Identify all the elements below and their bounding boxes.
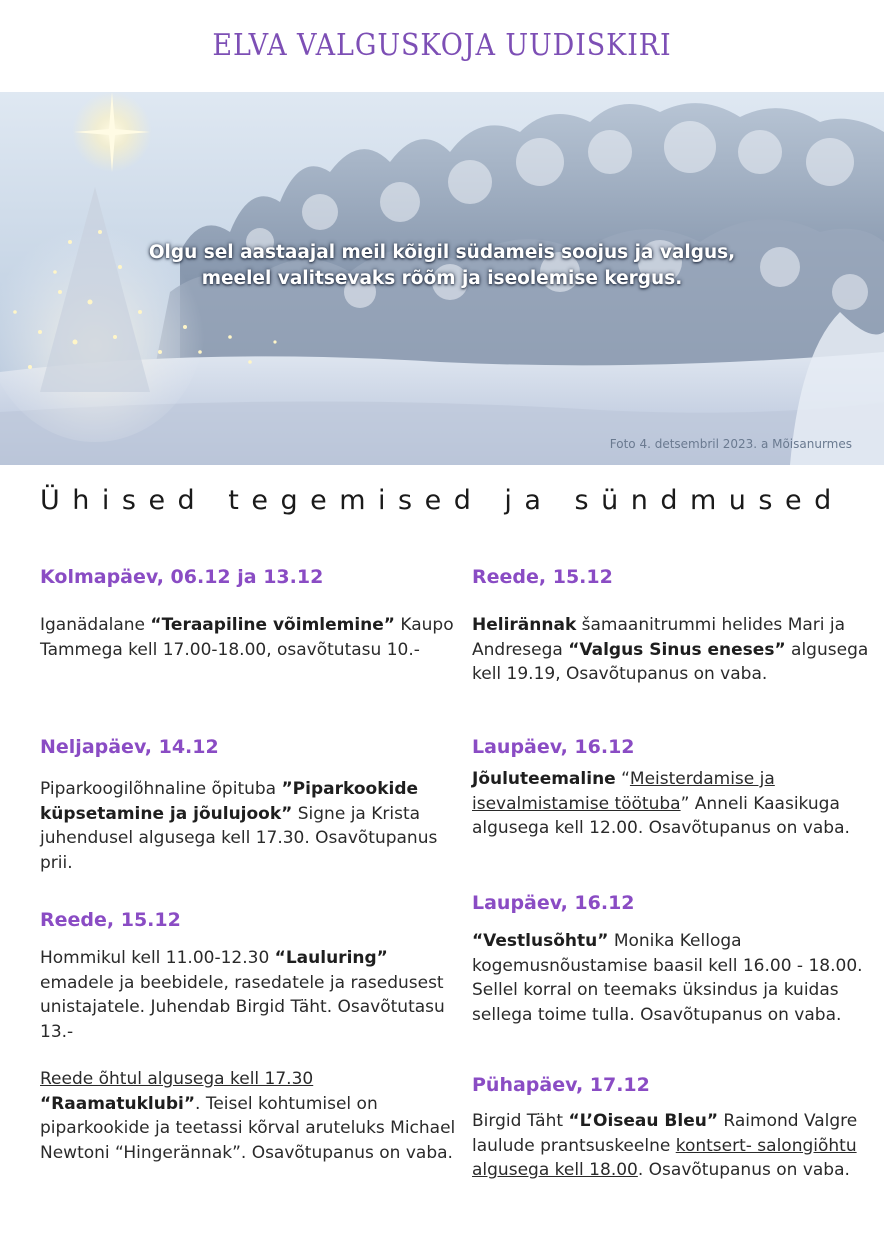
event-description: Helirännak šamaanitrummi helides Mari ja Andresega “Valgus Sinus eneses” algusega kell 19.19, Osavõtupanus on vaba. <box>472 615 869 684</box>
event-description: Reede õhtul algusega kell 17.30 “Raamatuklubi”. Teisel kohtumisel on piparkookide ja teetassi kõrval aruteluks Michael Newtoni “Hingerännak”. Osavõtupanus on vaba. <box>40 1069 456 1163</box>
event-description: “Vestlusõhtu” Monika Kelloga kogemusnõustamise baasil kell 16.00 - 18.00. Sellel korral on teemaks üksindus ja kuidas sellega toime tulla. Osavõtupanus on vaba. <box>472 931 863 1025</box>
hero-image <box>0 92 884 465</box>
event-heading: Kolmapäev, 06.12 ja 13.12 <box>40 566 324 588</box>
event-description: Birgid Täht “L’Oiseau Bleu” Raimond Valgre laulude prantsuskeelne kontsert- salongiõhtu algusega kell 18.00. Osavõtupanus on vaba. <box>472 1111 858 1180</box>
event-heading: Neljapäev, 14.12 <box>40 736 219 758</box>
event-heading: Reede, 15.12 <box>472 566 613 588</box>
photo-credit: Foto 4. detsembril 2023. a Mõisanurmes <box>609 437 852 451</box>
event-helirannak <box>472 563 872 687</box>
event-description: Jõuluteemaline “Meisterdamise ja isevalmistamise töötuba” Anneli Kaasikuga algusega kell 12.00. Osavõtupanus on vaba. <box>472 769 850 838</box>
event-meisterdamine <box>472 733 872 841</box>
event-heading: Laupäev, 16.12 <box>472 736 635 758</box>
event-description: Hommikul kell 11.00-12.30 “Lauluring” emadele ja beebidele, rasedatele ja rasedusest unistajatele. Juhendab Birgid Täht. Osavõtutasu 13.- <box>40 948 445 1042</box>
event-reede-hommik <box>40 906 460 1044</box>
event-vestlusohtu <box>472 889 872 1027</box>
hero-quote-line-1: Olgu sel aastaajal meil kõigil südameis soojus ja valgus, <box>148 242 736 263</box>
event-kontsert <box>472 1071 872 1183</box>
hero-quote-line-2: meelel valitsevaks rõõm ja iseolemise kergus. <box>201 268 683 289</box>
event-raamatuklubi <box>40 1067 460 1165</box>
hero-quote <box>0 240 884 292</box>
event-kolmapaev <box>40 563 460 662</box>
event-description: Piparkoogilõhnaline õpituba ”Piparkookide küpsetamine ja jõulujook” Signe ja Krista juhendusel algusega kell 17.30. Osavõtupanus prii. <box>40 779 438 873</box>
event-heading: Reede, 15.12 <box>40 909 181 931</box>
event-neljapaev <box>40 733 460 875</box>
event-description: Iganädalane “Teraapiline võimlemine” Kaupo Tammega kell 17.00-18.00, osavõtutasu 10.- <box>40 615 454 660</box>
newsletter-title: ELVA VALGUSKOJA UUDISKIRI <box>212 28 672 63</box>
event-heading: Pühapäev, 17.12 <box>472 1074 650 1096</box>
event-heading: Laupäev, 16.12 <box>472 892 635 914</box>
section-title: Ühised tegemised ja sündmused <box>40 485 844 516</box>
